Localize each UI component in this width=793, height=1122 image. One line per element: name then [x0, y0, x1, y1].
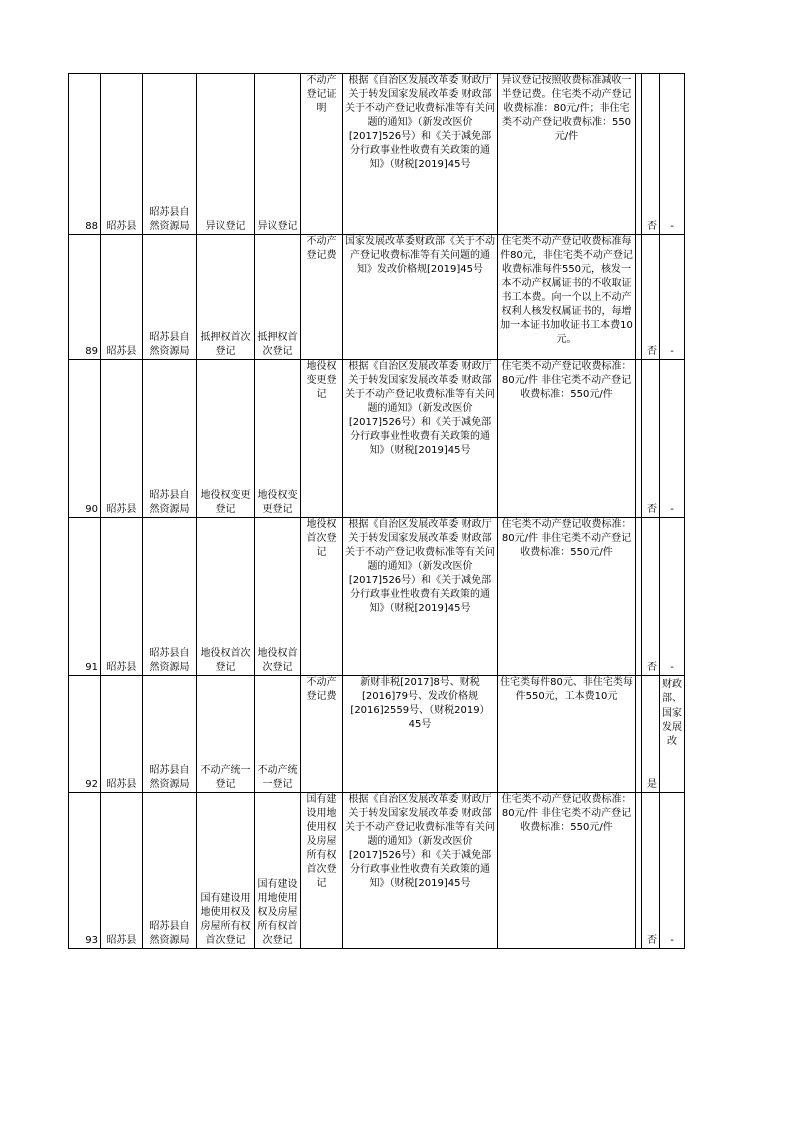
flag-cell: 否: [642, 235, 660, 360]
note-cell: -: [660, 518, 685, 676]
row-number: 89: [69, 235, 101, 360]
table-row: [69, 74, 685, 235]
item-cell: 地役权变更登记: [197, 360, 255, 518]
fee-name-cell: 地役权变更登记: [301, 360, 343, 518]
item-cell: 地役权首次登记: [197, 518, 255, 676]
sub-item-cell: 抵押权首次登记: [255, 235, 301, 360]
flag-cell: 否: [642, 74, 660, 235]
note-cell: 财政部、国家发展改: [660, 676, 685, 793]
flag-cell: 否: [642, 518, 660, 676]
item-cell: 抵押权首次登记: [197, 235, 255, 360]
department-cell: 昭苏县自然资源局: [143, 676, 197, 793]
table-row: [69, 518, 685, 676]
standard-cell: 住宅类每件80元、非住宅类每件550元，工本费10元: [498, 676, 636, 793]
department-cell: 昭苏县自然资源局: [143, 235, 197, 360]
note-cell: -: [660, 360, 685, 518]
fee-table: [68, 73, 685, 949]
fee-name-cell: 地役权首次登记: [301, 518, 343, 676]
item-cell: 不动产统一登记: [197, 676, 255, 793]
standard-cell: 异议登记按照收费标准减收一半登记费。住宅类不动产登记收费标准：80元/件；非住宅类不动产登记收费标准：550元/件: [498, 74, 636, 235]
basis-cell: 国家发展改革委财政部《关于不动产登记收费标准等有关问题的通知》发改价格规[2019]45号: [343, 235, 498, 360]
note-cell: -: [660, 235, 685, 360]
county-cell: 昭苏县: [101, 360, 143, 518]
item-cell: 国有建设用地使用权及房屋所有权首次登记: [197, 793, 255, 949]
county-cell: 昭苏县: [101, 235, 143, 360]
flag-cell: 否: [642, 360, 660, 518]
department-cell: 昭苏县自然资源局: [143, 360, 197, 518]
fee-name-cell: 不动产登记费: [301, 235, 343, 360]
county-cell: 昭苏县: [101, 676, 143, 793]
basis-cell: 根据《自治区发展改革委 财政厅关于转发国家发展改革委 财政部关于不动产登记收费标准等有关问题的通知》（新发改医价[2017]526号）和《关于减免部分行政事业性收费有关政策的通知》（财税[2019]45号: [343, 360, 498, 518]
sub-item-cell: 国有建设用地使用权及房屋所有权首次登记: [255, 793, 301, 949]
row-number: 93: [69, 793, 101, 949]
basis-cell: 新财非税[2017]8号、财税[2016]79号、发改价格规[2016]2559号、（财税2019）45号: [343, 676, 498, 793]
standard-cell: 住宅类不动产登记收费标准：80元/件 非住宅类不动产登记收费标准：550元/件: [498, 360, 636, 518]
flag-cell: 是: [642, 676, 660, 793]
county-cell: 昭苏县: [101, 518, 143, 676]
basis-cell: 根据《自治区发展改革委 财政厅关于转发国家发展改革委 财政部关于不动产登记收费标准等有关问题的通知》（新发改医价[2017]526号）和《关于减免部分行政事业性收费有关政策的通知》（财税[2019]45号: [343, 74, 498, 235]
basis-cell: 根据《自治区发展改革委 财政厅关于转发国家发展改革委 财政部关于不动产登记收费标准等有关问题的通知》（新发改医价[2017]526号）和《关于减免部分行政事业性收费有关政策的通知》（财税[2019]45号: [343, 518, 498, 676]
sub-item-cell: 地役权变更登记: [255, 360, 301, 518]
standard-cell: 住宅类不动产登记收费标准：80元/件 非住宅类不动产登记收费标准：550元/件: [498, 793, 636, 949]
fee-name-cell: 国有建设用地使用权及房屋所有权首次登记: [301, 793, 343, 949]
county-cell: 昭苏县: [101, 74, 143, 235]
department-cell: 昭苏县自然资源局: [143, 74, 197, 235]
department-cell: 昭苏县自然资源局: [143, 793, 197, 949]
item-cell: 异议登记: [197, 74, 255, 235]
department-cell: 昭苏县自然资源局: [143, 518, 197, 676]
table-row: [69, 235, 685, 360]
fee-name-cell: 不动产登记费: [301, 676, 343, 793]
flag-cell: 否: [642, 793, 660, 949]
standard-cell: 住宅类不动产登记收费标准：80元/件 非住宅类不动产登记收费标准：550元/件: [498, 518, 636, 676]
row-number: 92: [69, 676, 101, 793]
table-row: [69, 793, 685, 949]
table-row: [69, 360, 685, 518]
basis-cell: 根据《自治区发展改革委 财政厅关于转发国家发展改革委 财政部关于不动产登记收费标准等有关问题的通知》（新发改医价[2017]526号）和《关于减免部分行政事业性收费有关政策的通知》（财税[2019]45号: [343, 793, 498, 949]
fee-name-cell: 不动产登记证明: [301, 74, 343, 235]
sub-item-cell: 地役权首次登记: [255, 518, 301, 676]
note-cell: -: [660, 74, 685, 235]
table-row: [69, 676, 685, 793]
standard-cell: 住宅类不动产登记收费标准每件80元，非住宅类不动产登记收费标准每件550元，核发一本不动产权属证书的不收取证书工本费。向一个以上不动产权利人核发权属证书的，每增加一本证书加收证书工本费10元。: [498, 235, 636, 360]
row-number: 90: [69, 360, 101, 518]
row-number: 91: [69, 518, 101, 676]
row-number: 88: [69, 74, 101, 235]
county-cell: 昭苏县: [101, 793, 143, 949]
sub-item-cell: 不动产统一登记: [255, 676, 301, 793]
sub-item-cell: 异议登记: [255, 74, 301, 235]
note-cell: -: [660, 793, 685, 949]
